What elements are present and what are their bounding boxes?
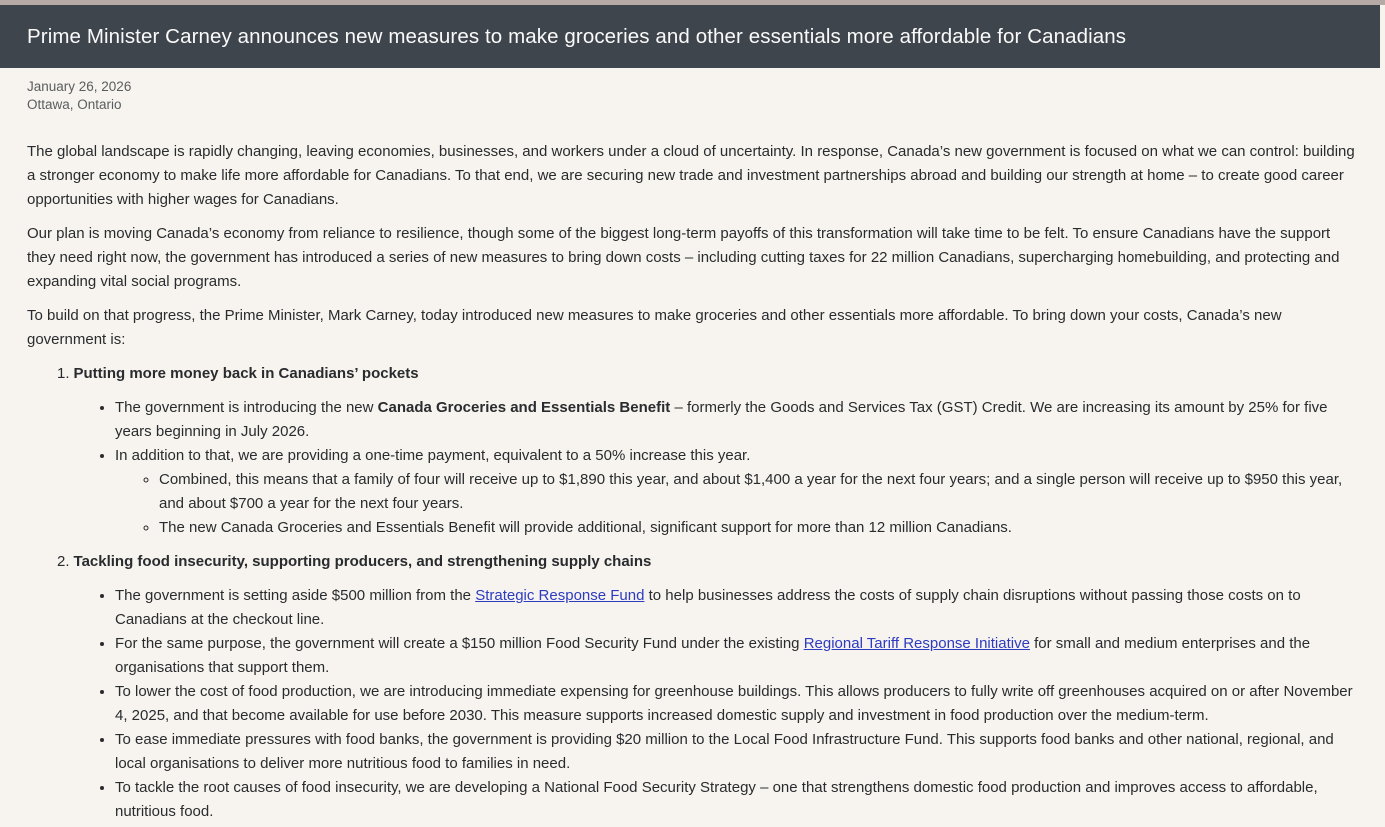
sub-bullet-list xyxy=(115,468,1358,540)
measure-heading xyxy=(57,362,1358,386)
sub-bullet-item: ◦ Combined, this means that a family of four will receive up to $1,890 this year, and about $1,400 a year for the next four years; and a single person will receive up to $950 this year, and about $700 a year for the next four years. xyxy=(159,468,1358,516)
bullet-text: – formerly the Goods and Services Tax (GST) Credit. We are increasing its amount by 25% for five years beginning in July 2026. xyxy=(115,399,1328,440)
inline-link[interactable]: Regional Tariff Response Initiative xyxy=(803,635,1030,652)
bullet-text: The government is introducing the new xyxy=(115,399,378,416)
bullet-text: To tackle the root causes of food insecurity, we are developing a National Food Security Strategy – one that strengthens domestic food production and improves access to affordable, nutritious food. xyxy=(115,779,1318,820)
page-title: Prime Minister Carney announces new measures to make groceries and other essentials more affordable for Canadians xyxy=(27,24,1127,48)
bullet-text: In addition to that, we are providing a one-time payment, equivalent to a 50% increase this year. xyxy=(115,447,751,464)
bullet-text: to help businesses address the costs of supply chain disruptions without passing those costs on to Canadians at the checkout line. xyxy=(115,587,1301,628)
bullet-item xyxy=(115,632,1358,680)
measure-number: 1. xyxy=(57,365,70,382)
measure-title: Tackling food insecurity, supporting producers, and strengthening supply chains xyxy=(73,553,652,570)
measures-list xyxy=(27,362,1358,824)
bold-text: Canada Groceries and Essentials Benefit xyxy=(377,399,671,416)
bullet-item xyxy=(115,728,1358,776)
paragraph-plan: Our plan is moving Canada’s economy from reliance to resilience, though some of the biggest long-term payoffs of this transformation will take time to be felt. To ensure Canadians have the support they need right now, the government has introduced a series of new measures to bring down costs – including cutting taxes for 22 million Canadians, supercharging homebuilding, and protecting and expanding vital social programs. xyxy=(27,225,1340,290)
bullet-text: For the same purpose, the government will create a $150 million Food Security Fund under the existing xyxy=(115,635,804,652)
bullet-item xyxy=(115,396,1358,444)
bullet-list xyxy=(57,396,1358,540)
measure-item xyxy=(57,362,1358,540)
title-bar xyxy=(0,5,1380,68)
release-location: Ottawa, Ontario xyxy=(27,97,122,112)
measure-number: 2. xyxy=(57,553,70,570)
release-date: January 26, 2026 xyxy=(27,79,132,94)
dateline xyxy=(0,68,1385,114)
bullet-text: The government is setting aside $500 million from the xyxy=(115,587,476,604)
bullet-text: To ease immediate pressures with food banks, the government is providing $20 million to the Local Food Infrastructure Fund. This supports food banks and other national, regional, and local organisations to deliver more nutritious food to families in need. xyxy=(115,731,1334,772)
bullet-item xyxy=(115,680,1358,728)
measure-item xyxy=(57,550,1358,824)
article-body xyxy=(0,114,1385,824)
bullet-text: for small and medium enterprises and the organisations that support them. xyxy=(115,635,1311,676)
measure-title: Putting more money back in Canadians’ pockets xyxy=(73,365,419,382)
bullet-list xyxy=(57,584,1358,824)
paragraph-announcement: To build on that progress, the Prime Minister, Mark Carney, today introduced new measures to make groceries and other essentials more affordable. To bring down your costs, Canada’s new government is: xyxy=(27,307,1282,348)
bullet-item xyxy=(115,776,1358,824)
measure-heading xyxy=(57,550,1358,574)
bullet-item xyxy=(115,584,1358,632)
paragraph-intro: The global landscape is rapidly changing, leaving economies, businesses, and workers under a cloud of uncertainty. In response, Canada’s new government is focused on what we can control: building a stronger economy to make life more affordable for Canadians. To that end, we are securing new trade and investment partnerships abroad and building our strength at home – to create good career opportunities with higher wages for Canadians. xyxy=(27,143,1355,208)
bullet-item xyxy=(115,444,1358,540)
inline-link[interactable]: Strategic Response Fund xyxy=(475,587,645,604)
bullet-text: To lower the cost of food production, we are introducing immediate expensing for greenhouse buildings. This allows producers to fully write off greenhouses acquired on or after November 4, 2025, and that become available for use before 2030. This measure supports increased domestic supply and investment in food production over the medium-term. xyxy=(115,683,1353,724)
sub-bullet-item: ◦ The new Canada Groceries and Essentials Benefit will provide additional, significant support for more than 12 million Canadians. xyxy=(159,516,1358,540)
